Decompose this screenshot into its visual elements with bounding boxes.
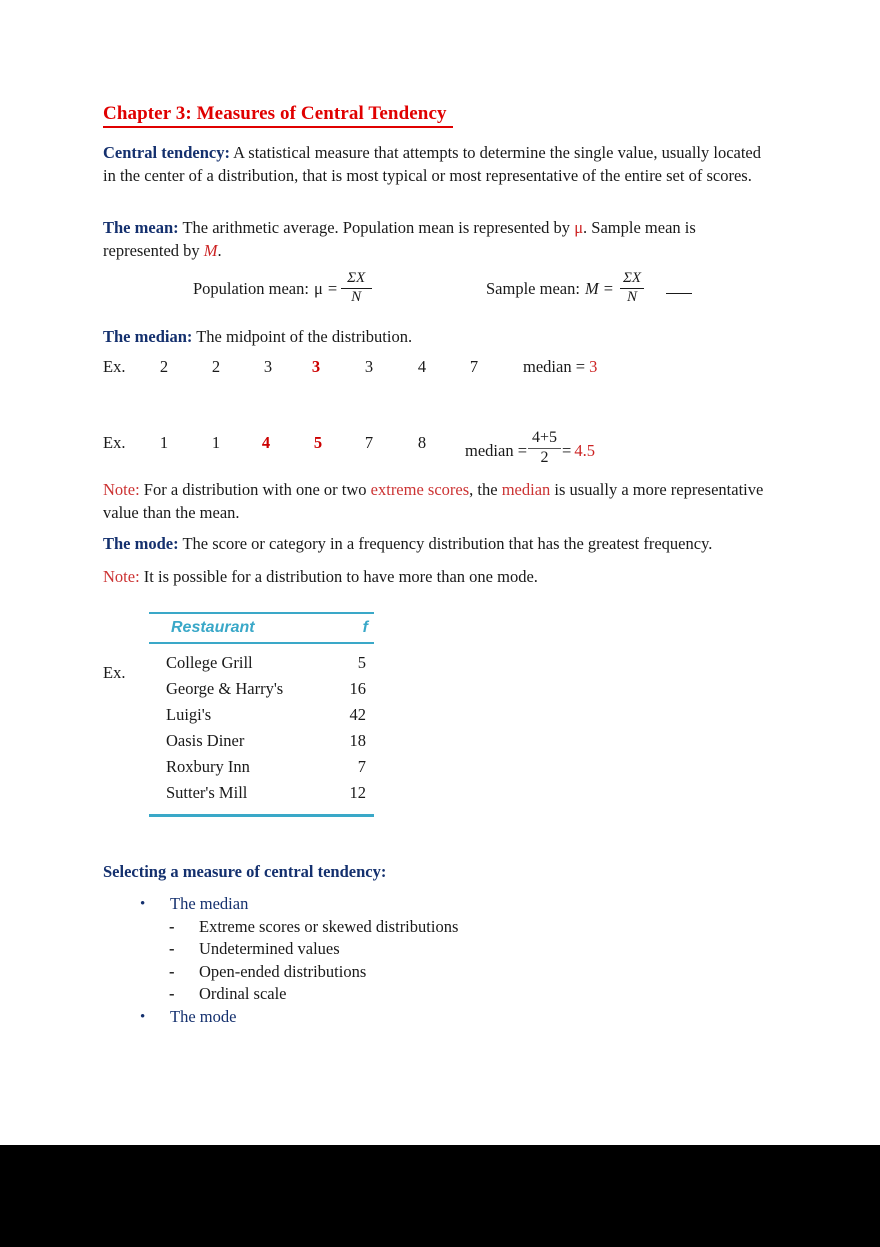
example1-score-1: 2 [211,357,221,376]
note-1-highlight-extreme-scores: extreme scores [370,480,470,499]
table-row [149,702,374,728]
mode-body: The score or category in a frequency distribution that has the greatest frequency. [178,534,713,553]
mean-body-2: . Sample mean is represented by [103,218,696,260]
cell-restaurant: George & Harry's [166,679,284,699]
frequency-table [149,612,374,817]
dash-icon: - [169,984,175,1003]
note-2-label: Note: [103,567,140,586]
list-item-label: The median [170,894,249,913]
bullet-icon: • [140,1008,146,1025]
sublist-item [169,961,655,984]
sublist-item-label: Undetermined values [199,939,340,958]
median-paragraph [103,325,771,348]
median-example-2 [103,429,663,467]
mu-symbol: μ [574,218,584,237]
sample-mean-formula [486,272,692,307]
example2-score-4: 7 [364,433,374,452]
example1-score-0: 2 [159,357,169,376]
example2-score-1: 1 [211,433,221,452]
note-1-part1: For a distribution with one or two [139,480,371,499]
population-mean-symbol: μ [313,279,323,299]
m-symbol: M [203,241,218,260]
example-label-table: Ex. [103,663,126,682]
example2-denominator: 2 [540,449,549,467]
note-2-body: It is possible for a distribution to have more than one mode. [139,567,538,586]
cell-restaurant: Roxbury Inn [166,757,250,777]
example1-result-label: median = [523,357,585,376]
list-item-label: The mode [170,1006,237,1026]
sample-mean-label: Sample mean: [486,279,580,299]
sublist-the-median [135,916,655,1006]
example2-score-3-median-high: 5 [313,433,323,452]
example1-result-value: 3 [589,357,598,376]
column-header-frequency: f [362,619,368,637]
list-item-the-median [135,893,655,916]
table-row [149,754,374,780]
cell-frequency: 42 [349,705,366,725]
example2-fraction [528,430,561,467]
sublist-item-label: Open-ended distributions [199,961,367,981]
example1-score-2: 3 [263,357,273,376]
note-1 [103,478,771,524]
central-tendency-label: Central tendency: [103,143,230,162]
note-1-part2: , the [469,480,502,499]
mean-body-1: The arithmetic average. Population mean is represented by [178,218,575,237]
table-body [149,644,374,814]
example2-score-0: 1 [159,433,169,452]
dash-icon: - [169,939,175,958]
example1-score-5: 4 [417,357,427,376]
cell-frequency: 18 [349,731,366,751]
example-label: Ex. [103,357,126,376]
dash-icon: - [169,916,175,936]
note-2 [103,565,771,588]
dash-icon: - [169,961,175,981]
cell-restaurant: Sutter's Mill [166,783,248,803]
cell-restaurant: College Grill [166,653,253,673]
table-bottom-rule [149,814,374,816]
cell-frequency: 12 [349,783,366,803]
example2-result-value: 4.5 [574,440,595,460]
example1-result [523,357,597,377]
sublist-item-label: Extreme scores or skewed distributions [199,916,459,936]
example2-numerator: 4+5 [532,429,558,446]
cell-restaurant: Luigi's [166,705,212,725]
cell-restaurant: Oasis Diner [166,731,245,751]
sublist-item [169,983,655,1006]
sample-mean-denominator: N [627,289,638,306]
population-mean-formula [193,272,370,307]
page-title-text: Chapter 3: Measures of Central Tendency [103,103,453,128]
sample-mean-symbol: M [584,279,599,299]
population-mean-equals: = [327,279,338,299]
sample-mean-equals: = [603,279,613,299]
median-example-1 [103,357,663,381]
selecting-list [135,893,655,1028]
sublist-item-label: Ordinal scale [199,984,287,1003]
trailing-dash [666,293,692,294]
example-label: Ex. [103,433,126,452]
cell-frequency: 7 [357,757,366,777]
note-1-part3: is usually a more representative value than the mean. [103,480,764,522]
example2-equals: = [562,440,572,460]
note-1-highlight-median: median [501,480,551,499]
example1-score-6: 7 [469,357,479,376]
sample-mean-numerator: ΣX [623,270,642,286]
example2-score-5: 8 [417,433,427,452]
table-row [149,676,374,702]
mode-paragraph [103,532,771,555]
page-title [103,103,453,125]
median-body: The midpoint of the distribution. [192,327,413,346]
population-mean-label: Population mean: [193,279,309,299]
bottom-black-bar [0,1145,880,1247]
example2-median-expression [465,429,595,469]
population-mean-fraction [344,271,368,306]
median-label: The median: [103,327,193,346]
selecting-heading: Selecting a measure of central tendency: [103,862,387,881]
central-tendency-body: A statistical measure that attempts to determine the single value, usually located in the center of a distribution, that is most typical or most representative of the entire set of scores. [103,143,761,185]
bullet-icon: • [140,896,146,912]
table-header-row [149,614,374,642]
table-row [149,780,374,806]
cell-frequency: 5 [357,653,366,673]
cell-frequency: 16 [349,679,366,699]
sublist-item [169,938,655,961]
example2-result [465,429,595,469]
mean-label: The mean: [103,218,179,237]
mean-paragraph [103,216,771,262]
example1-score-3-median: 3 [311,357,321,376]
table-row [149,650,374,676]
note-1-label: Note: [103,480,140,499]
mean-formulas [103,272,783,316]
sample-mean-fraction [620,271,644,306]
list-item-the-mode [135,1006,655,1029]
column-header-restaurant: Restaurant [171,619,255,637]
population-mean-denominator: N [351,289,362,306]
example2-result-label: median = [465,440,527,460]
example2-score-2-median-low: 4 [261,433,271,452]
central-tendency-paragraph [103,141,771,187]
example1-score-4: 3 [364,357,374,376]
population-mean-numerator: ΣX [347,270,366,286]
sublist-item [169,916,655,939]
mode-label: The mode: [103,534,179,553]
mean-body-3: . [217,241,222,260]
table-row [149,728,374,754]
